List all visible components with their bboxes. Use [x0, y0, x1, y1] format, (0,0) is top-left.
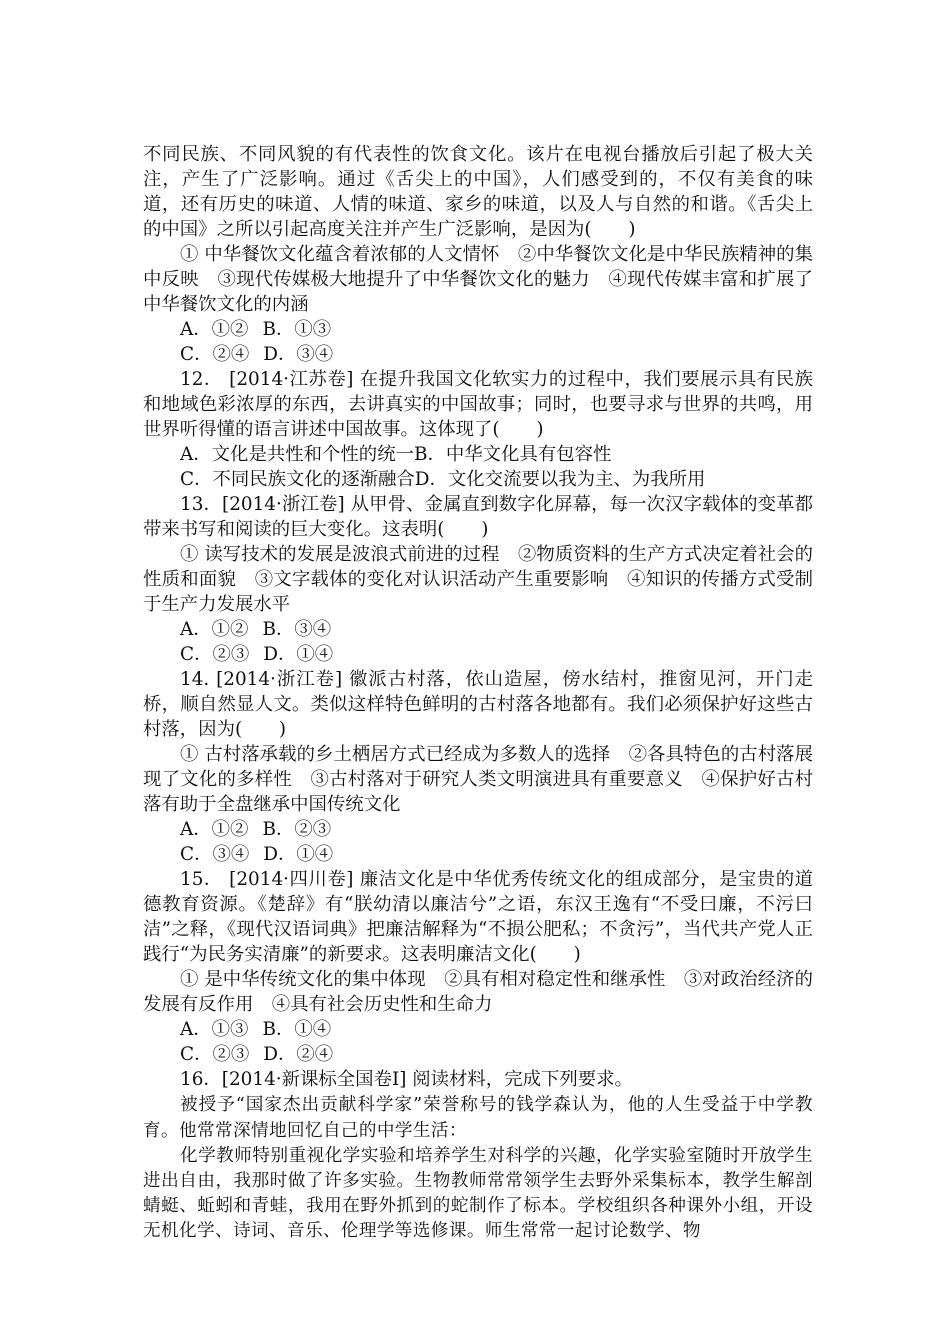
q15-stem: 15． [2014·四川卷] 廉洁文化是中华优秀传统文化的组成部分，是宝贵的道德教育资源。《楚辞》有“朕幼清以廉洁兮”之语，东汉王逸有“不受曰廉，不污曰洁”之释，《现代汉语词典》把廉洁解释为“不损公肥私；不贪污”，当代共产党人正践行“为民务实清廉”的新要求。这表明廉洁文化( ): [143, 869, 813, 965]
q13-option-b: B．③④: [262, 619, 332, 640]
q11-options-row1: [143, 317, 813, 342]
q12-option-a: A．文化是共性和个性的统一: [180, 444, 414, 465]
q13-stem: 13．[2014·浙江卷] 从甲骨、金属直到数字化屏幕，每一次汉字载体的变革都带来书写和阅读的巨大变化。这表明( ): [143, 494, 813, 540]
q14-options-row1: [143, 817, 813, 842]
q14-option-b: B．②③: [262, 819, 332, 840]
q13-items: ① 读写技术的发展是波浪式前进的过程 ②物质资料的生产方式决定着社会的性质和面貌 ③文字载体的变化对认识活动产生重要影响 ④知识的传播方式受制于生产力发展水平: [143, 544, 813, 615]
q14-option-d: D．①④: [263, 844, 334, 865]
q13-option-d: D．①④: [263, 644, 334, 665]
q13-option-a: A．①②: [180, 619, 249, 640]
q14-options-row2: [143, 842, 813, 867]
q14-option-c: C．③④: [180, 844, 250, 865]
q12-options-row2: [143, 467, 813, 492]
q13-option-c: C．②③: [180, 644, 250, 665]
q16-material-quote: 化学教师特别重视化学实验和培养学生对科学的兴趣，化学实验室随时开放学生进出自由，我那时做了许多实验。生物教师常常领学生去野外采集标本，教学生解剖蜻蜓、蚯蚓和青蛙，我用在野外抓到的蛇制作了标本。学校组织各种课外小组，开设无机化学、诗词、音乐、伦理学等选修课。师生常常一起讨论数学、物: [143, 1146, 813, 1241]
q14-stem: 14. [2014·浙江卷] 徽派古村落，依山造屋，傍水结村，推窗见河，开门走桥，顺自然显人文。类似这样特色鲜明的古村落各地都有。我们必须保护好这些古村落，因为( ): [143, 669, 813, 740]
q11-items: ① 中华餐饮文化蕴含着浓郁的人文情怀 ②中华餐饮文化是中华民族精神的集中反映 ③现代传媒极大地提升了中华餐饮文化的魅力 ④现代传媒丰富和扩展了中华餐饮文化的内涵: [143, 244, 813, 315]
q13-options-row1: [143, 617, 813, 642]
q11-option-c: C．②④: [180, 344, 250, 365]
q12-option-d: D．文化交流要以我为主、为我所用: [414, 469, 706, 490]
q15-option-c: C．②③: [180, 1044, 250, 1065]
q15-items: ① 是中华传统文化的集中体现 ②具有相对稳定性和继承性 ③对政治经济的发展有反作用 ④具有社会历史性和生命力: [143, 969, 813, 1015]
document-page: [143, 142, 813, 1244]
q13-options-row2: [143, 642, 813, 667]
q11-stem: 不同民族、不同风貌的有代表性的饮食文化。该片在电视台播放后引起了极大关注，产生了广泛影响。通过《舌尖上的中国》，人们感受到的，不仅有美食的味道，还有历史的味道、人情的味道、家乡的味道，以及人与自然的和谐。《舌尖上的中国》之所以引起高度关注并产生广泛影响，是因为( ): [143, 144, 813, 240]
q16-stem: 16．[2014·新课标全国卷Ⅰ] 阅读材料，完成下列要求。: [180, 1069, 633, 1090]
q15-options-row2: [143, 1042, 813, 1067]
q14-option-a: A．①②: [180, 819, 249, 840]
q16-material-lead: 被授予“国家杰出贡献科学家”荣誉称号的钱学森认为，他的人生受益于中学教育。他常常深情地回忆自己的中学生活：: [143, 1095, 813, 1141]
q15-options-row1: [143, 1017, 813, 1042]
q12-options-row1: [143, 442, 813, 467]
q12-option-b: B．中华文化具有包容性: [413, 444, 612, 465]
q11-option-d: D．③④: [263, 344, 334, 365]
q15-option-b: B．①④: [262, 1019, 332, 1040]
q15-option-a: A．①③: [180, 1019, 249, 1040]
q12-stem: 12． [2014·江苏卷] 在提升我国文化软实力的过程中，我们要展示具有民族和地域色彩浓厚的东西，去讲真实的中国故事；同时，也要寻求与世界的共鸣，用世界听得懂的语言讲述中国故事。这体现了( ): [143, 369, 813, 440]
q15-option-d: D．②④: [263, 1044, 334, 1065]
q16-block: [143, 1067, 813, 1244]
q11-option-a: A．①②: [180, 319, 249, 340]
q12-option-c: C．不同民族文化的逐渐融合: [180, 469, 415, 490]
q11-options-row2: [143, 342, 813, 367]
q14-items: ① 古村落承载的乡土栖居方式已经成为多数人的选择 ②各具特色的古村落展现了文化的多样性 ③古村落对于研究人类文明演进具有重要意义 ④保护好古村落有助于全盘继承中国传统文化: [143, 744, 813, 815]
q11-option-b: B．①③: [262, 319, 332, 340]
